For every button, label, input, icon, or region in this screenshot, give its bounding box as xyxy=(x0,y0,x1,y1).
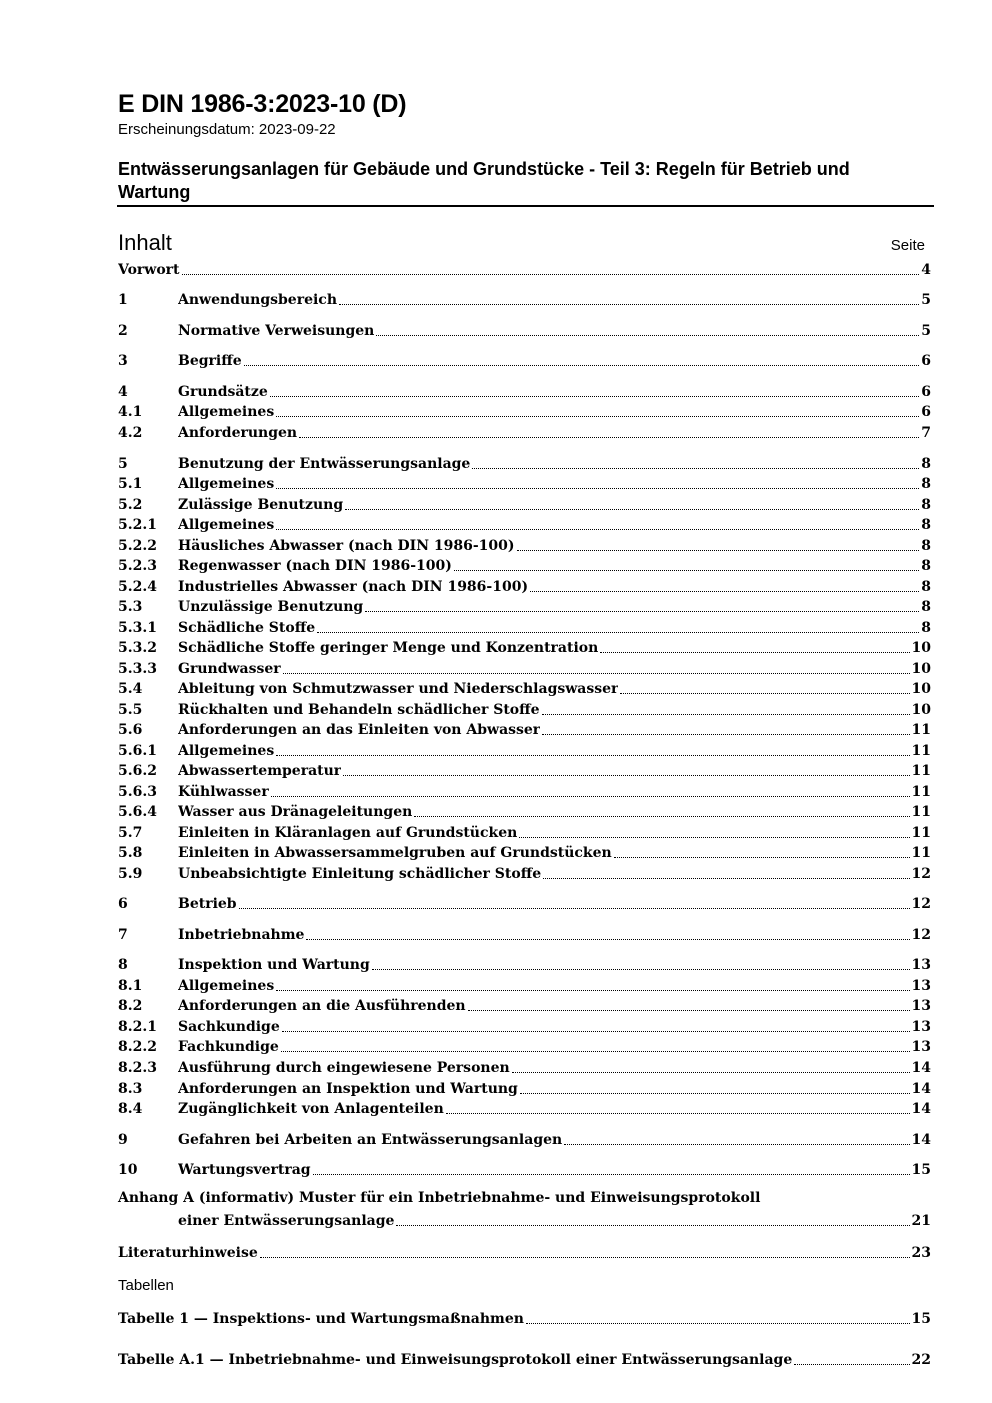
toc-entry-number: 5.1 xyxy=(118,476,143,492)
toc-entry-number: 5.2.3 xyxy=(118,558,157,574)
toc-entry-number: 5.7 xyxy=(118,825,143,841)
toc-entry-title: Grundwasser xyxy=(178,661,281,677)
toc-entry-page: 13 xyxy=(911,957,931,973)
toc-entry-number: 9 xyxy=(118,1132,128,1148)
toc-entry[interactable] xyxy=(118,822,931,842)
toc-entry-title: Schädliche Stoffe xyxy=(178,620,316,636)
toc-entry-page: 14 xyxy=(911,1101,931,1117)
leader-dots xyxy=(614,857,910,858)
toc-entry-page: 8 xyxy=(921,517,931,533)
toc-entry[interactable] xyxy=(118,1016,931,1036)
toc-entry[interactable] xyxy=(118,473,931,493)
toc-entry[interactable] xyxy=(118,514,931,534)
toc-entry-title: Allgemeines xyxy=(178,404,275,420)
toc-entry-number: 8 xyxy=(118,957,128,973)
leader-dots xyxy=(564,1144,909,1145)
toc-entry[interactable] xyxy=(118,637,931,657)
leader-dots xyxy=(299,437,919,438)
toc-entry-title: Gefahren bei Arbeiten an Entwässerungsanlagen xyxy=(178,1132,563,1148)
leader-dots xyxy=(519,837,909,838)
leader-dots xyxy=(542,734,909,735)
toc-entry[interactable] xyxy=(118,1159,931,1179)
toc-entry[interactable] xyxy=(118,617,931,637)
toc-entry-number: 5.2 xyxy=(118,497,143,513)
leader-dots xyxy=(526,1323,910,1324)
toc-entry-number: 4.1 xyxy=(118,404,143,420)
toc-entry-page: 6 xyxy=(921,353,931,369)
toc-entry-page: 12 xyxy=(911,866,931,882)
toc-entry-title: Zugänglichkeit von Anlagenteilen xyxy=(178,1101,444,1117)
toc-entry-page: 8 xyxy=(921,558,931,574)
toc-entry[interactable] xyxy=(118,555,931,575)
toc-entry[interactable] xyxy=(118,975,931,995)
toc-entry-title: Sachkundige xyxy=(178,1019,280,1035)
toc-entry-page: 15 xyxy=(911,1162,931,1178)
table-page: 22 xyxy=(911,1352,931,1368)
toc-entry-number: 5.6.2 xyxy=(118,763,157,779)
toc-entry-page: 14 xyxy=(911,1132,931,1148)
toc-entry-title: Anwendungsbereich xyxy=(178,292,337,308)
toc-entry-title: Kühlwasser xyxy=(178,784,269,800)
annex-page: 21 xyxy=(911,1213,931,1229)
toc-entry-title: Einleiten in Abwassersammelgruben auf Grundstücken xyxy=(178,845,612,861)
toc-entry[interactable] xyxy=(118,535,931,555)
toc-entry-page: 11 xyxy=(911,743,931,759)
leader-dots xyxy=(282,1031,910,1032)
toc-entry-title: Benutzung der Entwässerungsanlage xyxy=(178,456,471,472)
toc-entry-number: 5.3.3 xyxy=(118,661,157,677)
toc-entry-number: 5.9 xyxy=(118,866,143,882)
leader-dots xyxy=(339,304,919,305)
toc-entry-page: 13 xyxy=(911,1019,931,1035)
toc-entry-page: 8 xyxy=(921,620,931,636)
toc-entry-page: 13 xyxy=(911,998,931,1014)
toc-entry-number: 5.6.1 xyxy=(118,743,157,759)
leader-dots xyxy=(182,274,920,275)
toc-entry-number: 5.3 xyxy=(118,599,143,615)
toc-entry-page: 5 xyxy=(921,292,931,308)
toc-entry-page: 11 xyxy=(911,784,931,800)
leader-dots xyxy=(414,816,909,817)
leader-dots xyxy=(306,939,909,940)
toc-entry-number: 1 xyxy=(118,292,128,308)
toc-entry-title: Grundsätze xyxy=(178,384,268,400)
bibliography-title: Literaturhinweise xyxy=(118,1245,258,1261)
toc-entry-number: 5.6.3 xyxy=(118,784,157,800)
toc-entry-title: Einleiten in Kläranlagen auf Grundstücken xyxy=(178,825,518,841)
annex-title-line1[interactable]: Anhang A (informativ) Muster für ein Inbetriebnahme- und Einweisungsprotokoll xyxy=(118,1190,761,1206)
toc-entry-page: 6 xyxy=(921,404,931,420)
toc-entry-title: Regenwasser (nach DIN 1986-100) xyxy=(178,558,452,574)
toc-entry-page: 11 xyxy=(911,763,931,779)
publication-date: Erscheinungsdatum: 2023-09-22 xyxy=(118,121,336,138)
toc-entry[interactable] xyxy=(118,842,931,862)
toc-entry-title: Wartungsvertrag xyxy=(178,1162,311,1178)
leader-dots xyxy=(239,908,910,909)
leader-dots xyxy=(244,365,920,366)
toc-entry-page: 11 xyxy=(911,825,931,841)
toc-entry-title: Schädliche Stoffe geringer Menge und Konzentration xyxy=(178,640,599,656)
toc-entry-title: Industrielles Abwasser (nach DIN 1986-100) xyxy=(178,579,529,595)
toc-entry-page: 8 xyxy=(921,456,931,472)
leader-dots xyxy=(446,1113,910,1114)
toc-entry[interactable] xyxy=(118,259,931,279)
toc-entry-title: Ausführung durch eingewiesene Personen xyxy=(178,1060,510,1076)
bibliography-page: 23 xyxy=(911,1245,931,1261)
toc-entry-page: 12 xyxy=(911,896,931,912)
toc-entry-number: 2 xyxy=(118,323,128,339)
toc-entry-title: Abwassertemperatur xyxy=(178,763,342,779)
toc-entry-title: Inspektion und Wartung xyxy=(178,957,370,973)
toc-entry[interactable] xyxy=(118,320,931,340)
toc-heading: Inhalt xyxy=(118,230,172,255)
toc-entry-page: 7 xyxy=(921,425,931,441)
toc-entry-page: 10 xyxy=(911,681,931,697)
title-divider xyxy=(117,205,934,207)
toc-entry[interactable] xyxy=(118,954,931,974)
toc-entry-number: 8.1 xyxy=(118,978,143,994)
toc-entry-page: 10 xyxy=(911,661,931,677)
toc-entry-title: Vorwort xyxy=(118,262,180,278)
tables-heading: Tabellen xyxy=(118,1277,174,1294)
toc-entry[interactable] xyxy=(118,995,931,1015)
toc-entry-number: 5.2.4 xyxy=(118,579,157,595)
toc-entry-number: 5 xyxy=(118,456,128,472)
leader-dots xyxy=(283,673,910,674)
leader-dots xyxy=(376,335,919,336)
toc-entry-page: 13 xyxy=(911,1039,931,1055)
document-title: E DIN 1986-3:2023-10 (D) xyxy=(118,90,407,118)
toc-entry-annex-a[interactable] xyxy=(178,1210,931,1230)
leader-dots xyxy=(276,529,919,530)
toc-entry-title: Wasser aus Dränageleitungen xyxy=(178,804,413,820)
toc-entry[interactable] xyxy=(118,401,931,421)
leader-dots xyxy=(343,775,909,776)
annex-title-line2: einer Entwässerungsanlage xyxy=(178,1213,395,1229)
toc-entry-page: 8 xyxy=(921,476,931,492)
toc-entry[interactable] xyxy=(118,740,931,760)
toc-entry[interactable] xyxy=(118,350,931,370)
toc-entry[interactable] xyxy=(118,863,931,883)
toc-entry-number: 5.8 xyxy=(118,845,143,861)
toc-entry-number: 5.2.1 xyxy=(118,517,157,533)
toc-entry-title: Unbeabsichtigte Einleitung schädlicher Stoffe xyxy=(178,866,542,882)
toc-entry-title: Häusliches Abwasser (nach DIN 1986-100) xyxy=(178,538,515,554)
toc-entry[interactable] xyxy=(118,678,931,698)
toc-entry-number: 6 xyxy=(118,896,128,912)
toc-entry-page: 10 xyxy=(911,702,931,718)
toc-entry-number: 8.2.3 xyxy=(118,1060,157,1076)
toc-entry-title: Allgemeines xyxy=(178,978,275,994)
toc-entry[interactable] xyxy=(118,1129,931,1149)
leader-dots xyxy=(472,468,919,469)
leader-dots xyxy=(270,396,919,397)
toc-entry-page: 11 xyxy=(911,845,931,861)
toc-entry-page: 13 xyxy=(911,978,931,994)
toc-entry-page: 8 xyxy=(921,538,931,554)
table-entry[interactable] xyxy=(118,1308,931,1328)
leader-dots xyxy=(600,652,909,653)
toc-entry-number: 8.2.2 xyxy=(118,1039,157,1055)
toc-entry[interactable] xyxy=(118,422,931,442)
toc-entry-page: 8 xyxy=(921,599,931,615)
toc-entry[interactable] xyxy=(118,576,931,596)
leader-dots xyxy=(512,1072,910,1073)
document-subtitle: Entwässerungsanlagen für Gebäude und Grundstücke - Teil 3: Regeln für Betrieb und Wartung xyxy=(118,159,850,202)
leader-dots xyxy=(313,1174,910,1175)
toc-entry-title: Anforderungen xyxy=(178,425,298,441)
leader-dots xyxy=(281,1051,910,1052)
toc-entry-page: 8 xyxy=(921,579,931,595)
toc-entry-number: 8.2.1 xyxy=(118,1019,157,1035)
toc-entry[interactable] xyxy=(118,781,931,801)
leader-dots xyxy=(276,416,919,417)
leader-dots xyxy=(271,796,910,797)
leader-dots xyxy=(794,1364,909,1365)
toc-entry-title: Unzulässige Benutzung xyxy=(178,599,364,615)
leader-dots xyxy=(317,632,919,633)
toc-entry-title: Betrieb xyxy=(178,896,237,912)
toc-entry[interactable] xyxy=(118,658,931,678)
toc-entry-title: Begriffe xyxy=(178,353,242,369)
leader-dots xyxy=(620,693,909,694)
toc-entry[interactable] xyxy=(118,289,931,309)
table-title: Tabelle 1 — Inspektions- und Wartungsmaßnahmen xyxy=(118,1311,524,1327)
toc-entry[interactable] xyxy=(118,596,931,616)
toc-entry-number: 4 xyxy=(118,384,128,400)
toc-entry-page: 5 xyxy=(921,323,931,339)
toc-entry-number: 8.2 xyxy=(118,998,143,1014)
leader-dots xyxy=(276,755,909,756)
toc-entry-number: 5.3.2 xyxy=(118,640,157,656)
leader-dots xyxy=(543,878,909,879)
toc-entry-title: Anforderungen an die Ausführenden xyxy=(178,998,466,1014)
toc-entry[interactable] xyxy=(118,1036,931,1056)
leader-dots xyxy=(454,570,919,571)
leader-dots xyxy=(468,1010,910,1011)
toc-entry[interactable] xyxy=(118,381,931,401)
toc-entry-title: Ableitung von Schmutzwasser und Niederschlagswasser xyxy=(178,681,619,697)
toc-entry-page: 14 xyxy=(911,1060,931,1076)
toc-entry-title: Anforderungen an das Einleiten von Abwasser xyxy=(178,722,541,738)
toc-entry[interactable] xyxy=(118,1078,931,1098)
toc-entry[interactable] xyxy=(118,494,931,514)
toc-entry-title: Anforderungen an Inspektion und Wartung xyxy=(178,1081,518,1097)
toc-entry-page: 11 xyxy=(911,722,931,738)
toc-entry[interactable] xyxy=(118,719,931,739)
toc-entry-number: 4.2 xyxy=(118,425,143,441)
toc-entry[interactable] xyxy=(118,801,931,821)
toc-entry-title: Allgemeines xyxy=(178,743,275,759)
toc-entry-number: 5.4 xyxy=(118,681,143,697)
toc-entry-page: 4 xyxy=(921,262,931,278)
toc-entry-title: Fachkundige xyxy=(178,1039,279,1055)
toc-entry-title: Rückhalten und Behandeln schädlicher Stoffe xyxy=(178,702,540,718)
table-title: Tabelle A.1 — Inbetriebnahme- und Einweisungsprotokoll einer Entwässerungsanlage xyxy=(118,1352,793,1368)
toc-entry-page: 6 xyxy=(921,384,931,400)
page-column-label: Seite xyxy=(890,237,925,254)
toc-entry-page: 8 xyxy=(921,497,931,513)
toc-entry-title: Allgemeines xyxy=(178,476,275,492)
toc-entry-page: 10 xyxy=(911,640,931,656)
toc-entry[interactable] xyxy=(118,699,931,719)
leader-dots xyxy=(530,591,919,592)
leader-dots xyxy=(517,550,920,551)
leader-dots xyxy=(542,714,910,715)
toc-entry-bibliography[interactable] xyxy=(118,1242,931,1262)
toc-entry[interactable] xyxy=(118,893,931,913)
leader-dots xyxy=(372,969,910,970)
toc-entry-number: 8.3 xyxy=(118,1081,143,1097)
toc-entry[interactable] xyxy=(118,1098,931,1118)
toc-entry-number: 3 xyxy=(118,353,128,369)
toc-entry-number: 10 xyxy=(118,1162,138,1178)
toc-entry[interactable] xyxy=(118,453,931,473)
leader-dots xyxy=(520,1093,910,1094)
toc-entry-title: Inbetriebnahme xyxy=(178,927,305,943)
toc-entry[interactable] xyxy=(118,1057,931,1077)
leader-dots xyxy=(276,488,919,489)
leader-dots xyxy=(396,1225,909,1226)
toc-entry-number: 8.4 xyxy=(118,1101,143,1117)
toc-entry[interactable] xyxy=(118,760,931,780)
toc-entry-number: 5.2.2 xyxy=(118,538,157,554)
leader-dots xyxy=(276,990,909,991)
table-page: 15 xyxy=(911,1311,931,1327)
toc-entry-number: 5.3.1 xyxy=(118,620,157,636)
toc-entry-title: Allgemeines xyxy=(178,517,275,533)
toc-entry-page: 12 xyxy=(911,927,931,943)
leader-dots xyxy=(345,509,919,510)
table-entry[interactable] xyxy=(118,1349,931,1369)
toc-entry-number: 5.6 xyxy=(118,722,143,738)
toc-entry[interactable] xyxy=(118,924,931,944)
toc-entry-title: Normative Verweisungen xyxy=(178,323,375,339)
toc-entry-number: 7 xyxy=(118,927,128,943)
toc-entry-page: 14 xyxy=(911,1081,931,1097)
leader-dots xyxy=(260,1257,910,1258)
toc-entry-number: 5.6.4 xyxy=(118,804,157,820)
toc-entry-title: Zulässige Benutzung xyxy=(178,497,344,513)
toc-entry-number: 5.5 xyxy=(118,702,143,718)
leader-dots xyxy=(365,611,919,612)
toc-entry-page: 11 xyxy=(911,804,931,820)
